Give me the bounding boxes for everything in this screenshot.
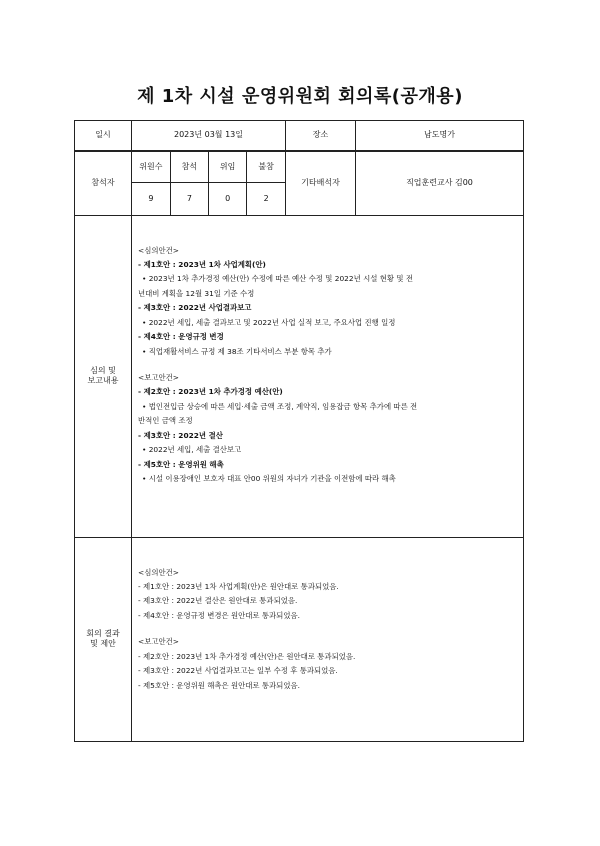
other-attendee-label: 기타배석자 bbox=[286, 151, 356, 216]
deliberation-label-line1: 심의 및 bbox=[90, 365, 116, 375]
place-value: 남도명가 bbox=[356, 121, 524, 151]
agenda-item-detail: 반적인 금액 조정 bbox=[138, 416, 193, 426]
date-place-row bbox=[75, 121, 524, 151]
place-label: 장소 bbox=[286, 121, 356, 151]
deliberation-row bbox=[75, 215, 524, 537]
attendance-header-absent: 불참 bbox=[247, 152, 285, 183]
attendance-header-proxy: 위임 bbox=[209, 152, 247, 183]
agenda-item-title: - 제3호안 : 2022년 사업결과보고 bbox=[138, 303, 252, 313]
agenda-item-title: - 제1호안 : 2023년 1차 사업계획(안) bbox=[138, 259, 266, 269]
review-agenda-header: <심의안건> bbox=[138, 245, 179, 255]
other-attendee-value: 직업훈련교사 김00 bbox=[356, 151, 524, 216]
attendance-counts bbox=[132, 151, 286, 216]
report-results-header: <보고안건> bbox=[138, 637, 179, 647]
agenda-item-title: - 제2호안 : 2023년 1차 추가경정 예산(안) bbox=[138, 387, 283, 397]
results-row bbox=[75, 537, 524, 741]
attendance-label: 참석자 bbox=[75, 151, 132, 216]
agenda-item-detail: 년대비 계획을 12월 31일 기준 수정 bbox=[138, 288, 255, 298]
result-line: - 제1호안 : 2023년 1차 사업계획(안)은 원안대로 통과되었음. bbox=[138, 581, 339, 591]
attendance-value-present: 7 bbox=[170, 183, 208, 215]
results-label-line1: 회의 결과 bbox=[86, 628, 120, 638]
results-label bbox=[75, 537, 132, 741]
attendance-row bbox=[75, 151, 524, 216]
results-content bbox=[132, 537, 524, 741]
attendance-header-present: 참석 bbox=[170, 152, 208, 183]
result-line: - 제3호안 : 2022년 결산은 원안대로 통과되었음. bbox=[138, 596, 298, 606]
result-line: - 제4호안 : 운영규정 변경은 원안대로 통과되었음. bbox=[138, 610, 300, 620]
agenda-item-detail: • 법인전입금 상승에 따른 세입·세출 금액 조정, 계약직, 임용잡금 항목 추가에 따른 전 bbox=[142, 401, 418, 411]
date-value: 2023년 03월 13일 bbox=[132, 121, 286, 151]
report-agenda-header: <보고안건> bbox=[138, 373, 179, 382]
agenda-item-title: - 제4호안 : 운영규정 변경 bbox=[138, 332, 224, 342]
agenda-item-detail: • 2022년 세입, 세출 결산보고 bbox=[142, 445, 242, 455]
attendance-value-members: 9 bbox=[132, 183, 170, 215]
deliberation-label bbox=[75, 215, 132, 537]
results-label-line2: 및 제안 bbox=[90, 639, 116, 648]
result-line: - 제5호안 : 운영위원 해촉은 원안대로 통과되었음. bbox=[138, 680, 300, 690]
result-line: - 제3호안 : 2022년 사업결과보고는 일부 수정 후 통과되었음. bbox=[138, 666, 338, 676]
agenda-item-detail: • 직업재활서비스 규정 제 38조 기타서비스 부분 항목 추가 bbox=[142, 346, 332, 356]
agenda-item-title: - 제5호안 : 운영위원 해촉 bbox=[138, 459, 224, 469]
minutes-table bbox=[74, 120, 524, 742]
deliberation-content bbox=[132, 215, 524, 537]
attendance-header-members: 위원수 bbox=[132, 152, 170, 183]
agenda-item-detail: • 2023년 1차 추가경정 예산(안) 수정에 따른 예산 수정 및 2022년 시설 현황 및 전 bbox=[142, 274, 413, 284]
attendance-value-absent: 2 bbox=[247, 183, 285, 215]
agenda-item-title: - 제3호안 : 2022년 결산 bbox=[138, 430, 223, 440]
result-line: - 제2호안 : 2023년 1차 추가경정 예산(안)은 원안대로 통과되었음. bbox=[138, 651, 356, 661]
date-label: 일시 bbox=[75, 121, 132, 151]
deliberation-label-line2: 보고내용 bbox=[87, 376, 119, 385]
agenda-item-detail: • 시설 이용장애인 보호자 대표 안00 위원의 자녀가 기관을 이전함에 따라 해촉 bbox=[142, 474, 396, 484]
review-results-header: <심의안건> bbox=[138, 567, 179, 577]
page-title: 제 1차 시설 운영위원회 회의록(공개용) bbox=[137, 86, 463, 107]
agenda-item-detail: • 2022년 세입, 세출 결과보고 및 2022년 사업 실적 보고, 주요사업 진행 일정 bbox=[142, 317, 396, 327]
attendance-value-proxy: 0 bbox=[209, 183, 247, 215]
